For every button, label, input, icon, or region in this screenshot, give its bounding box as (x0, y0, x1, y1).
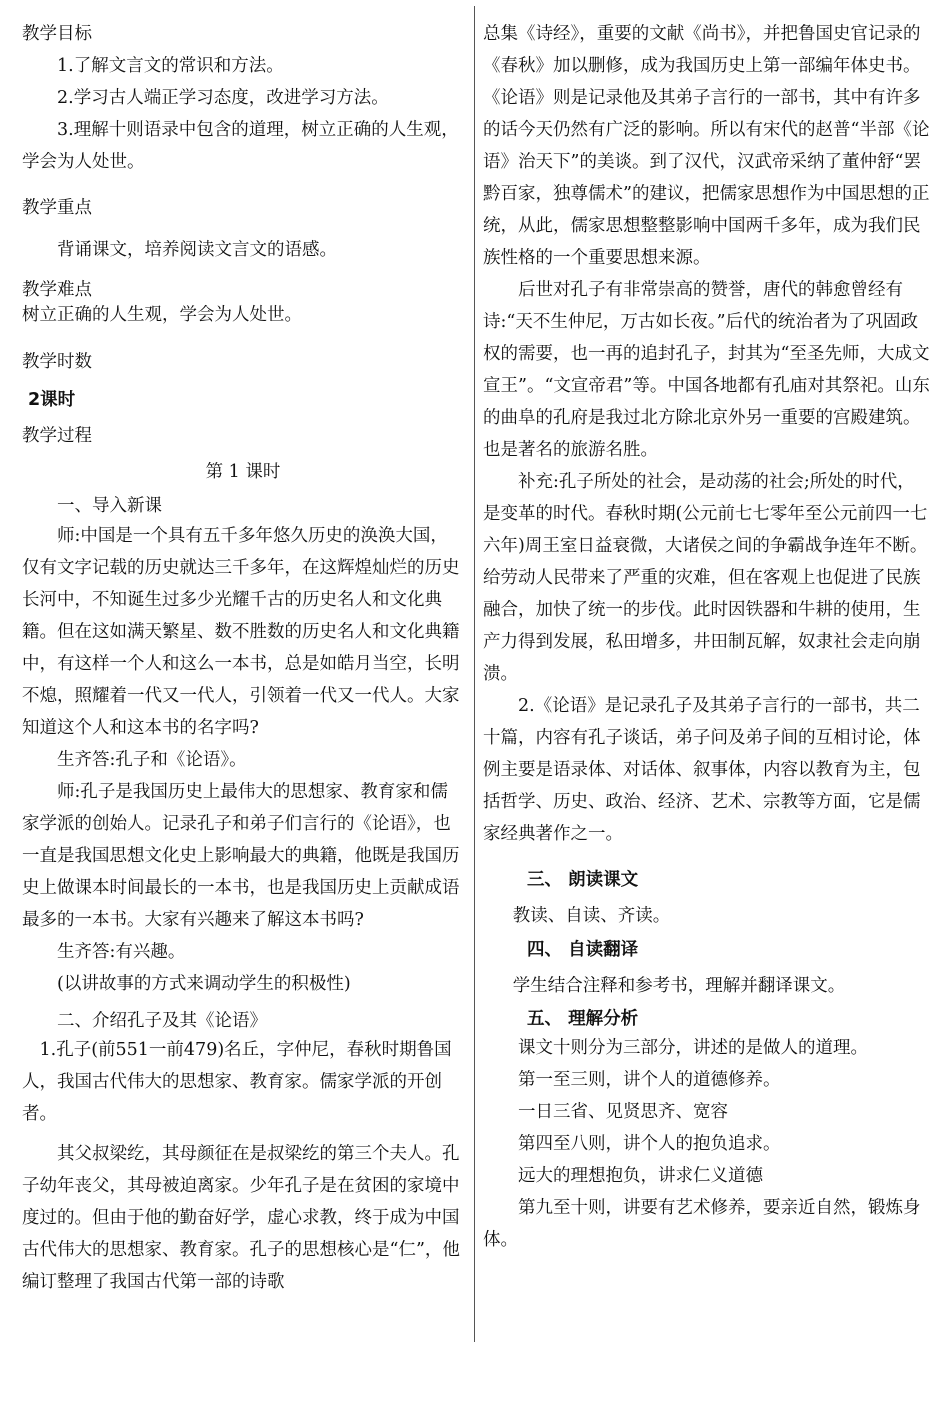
goal-item: 3.理解十则语录中包含的道理，树立正确的人生观，学会为人处世。 (22, 120, 459, 172)
section-text: 学生结合注释和参考书，理解并翻译课文。 (512, 976, 846, 996)
paragraph: 总集《诗经》，重要的文献《尚书》，并把鲁国史官记录的《春秋》加以删修，成为我国历史上第一部编年体史书。《论语》则是记录他及其弟子言行的一部书，其中有许多的话今天仍然有广泛的影响。所以有宋代的赵普“半部《论语》治天下”的美谈。到了汉代，汉武帝采纳了董仲舒“罢黔百家，独尊儒术”的建议，把儒家思想作为中国思想的正统，从此，儒家思想整整影响中国两千多年，成为我们民族性格的一个重要思想来源。 (483, 24, 930, 268)
section-heading: 五、 理解分析 (527, 1009, 639, 1029)
hours-value: 2课时 (28, 390, 76, 410)
key-heading: 教学重点 (22, 198, 92, 218)
difficulty-text: 树立正确的人生观，学会为人处世。 (22, 305, 302, 325)
analysis-line: 一日三省、见贤思齐、宽容 (518, 1102, 728, 1122)
paragraph: (以讲故事的方式来调动学生的积极性) (57, 974, 351, 994)
paragraph: 生齐答:孔子和《论语》。 (57, 750, 247, 770)
key-text: 背诵课文，培养阅读文言文的语感。 (57, 240, 337, 260)
goals-heading: 教学目标 (22, 24, 92, 44)
analysis-line: 第四至八则，讲个人的抱负追求。 (518, 1134, 781, 1154)
column-divider (474, 6, 475, 1342)
process-heading: 教学过程 (22, 426, 92, 446)
paragraph: 师:中国是一个具有五千多年悠久历史的涣涣大国，仅有文字记载的历史就达三千多年，在这辉煌灿烂的历史长河中，不知诞生过多少光耀千古的历史名人和文化典籍。但在这如满天繁星、数不胜数的历史名人和文化典籍中，有这样一个人和这么一本书，总是如皓月当空，长明不熄，照耀着一代又一代人，引领着一代又一代人。大家知道这个人和这本书的名字吗? (22, 526, 460, 738)
section-heading: 二、介绍孔子及其《论语》 (57, 1011, 267, 1031)
goal-item: 1.了解文言文的常识和方法。 (57, 56, 284, 76)
paragraph: 1.孔子(前551一前479)名丘，字仲尼，春秋时期鲁国人，我国古代伟大的思想家、教育家。儒家学派的开创者。 (22, 1040, 452, 1124)
difficulty-heading: 教学难点 (22, 280, 92, 300)
section-heading: 四、 自读翻译 (527, 940, 639, 960)
paragraph: 2.《论语》是记录孔子及其弟子言行的一部书，共二十篇，内容有孔子谈话，弟子问及弟子间的互相讨论，体例主要是语录体、对话体、叙事体，内容以教育为主，包括哲学、历史、政治、经济、艺术、宗教等方面，它是儒家经典著作之一。 (483, 696, 921, 844)
section-heading: 三、 朗读课文 (527, 870, 639, 890)
paragraph: 其父叔梁纥，其母颜征在是叔梁纥的第三个夫人。孔子幼年丧父，其母被迫离家。少年孔子是在贫困的家境中度过的。但由于他的勤奋好学，虚心求教，终于成为中国古代伟大的思想家、教育家。孔子的思想核心是“仁”，他编订整理了我国古代第一部的诗歌 (22, 1144, 460, 1292)
right-column (483, 18, 931, 1256)
analysis-line: 课文十则分为三部分，讲述的是做人的道理。 (518, 1038, 868, 1058)
left-column (22, 18, 464, 1298)
analysis-line: 第九至十则，讲要有艺术修养，要亲近自然，锻炼身体。 (483, 1198, 921, 1250)
section-text: 教读、自读、齐读。 (512, 906, 671, 926)
section-heading: 一、导入新课 (57, 496, 162, 516)
lesson-title: 第 1 课时 (205, 462, 281, 482)
paragraph: 师:孔子是我国历史上最伟大的思想家、教育家和儒家学派的创始人。记录孔子和弟子们言行的《论语》，也一直是我国思想文化史上影响最大的典籍，他既是我国历史上做课本时间最长的一本书，也是我国历史上贡献成语最多的一本书。大家有兴趣来了解这本书吗? (22, 782, 460, 930)
paragraph: 补充:孔子所处的社会，是动荡的社会;所处的时代，是变革的时代。春秋时期(公元前七七零年至公元前四一七六年)周王室日益衰微，大诸侯之间的争霸战争连年不断。给劳动人民带来了严重的灾难，但在客观上也促进了民族融合，加快了统一的步伐。此时因铁器和牛耕的使用，生产力得到发展，私田增多，井田制瓦解，奴隶社会走向崩溃。 (483, 472, 928, 684)
analysis-line: 远大的理想抱负，讲求仁义道德 (518, 1166, 763, 1186)
paragraph: 生齐答:有兴趣。 (57, 942, 186, 962)
hours-heading: 教学时数 (22, 352, 92, 372)
paragraph: 后世对孔子有非常崇高的赞誉，唐代的韩愈曾经有诗:“天不生仲尼，万古如长夜。”后代的统治者为了巩固政权的需要，也一再的追封孔子，封其为“至圣先师，大成文宣王”。“文宣帝君”等。中国各地都有孔庙对其祭祀。山东的曲阜的孔府是我过北方除北京外另一重要的宫殿建筑。也是著名的旅游名胜。 (483, 280, 930, 460)
goal-item: 2.学习古人端正学习态度，改进学习方法。 (57, 88, 389, 108)
analysis-line: 第一至三则，讲个人的道德修养。 (518, 1070, 781, 1090)
